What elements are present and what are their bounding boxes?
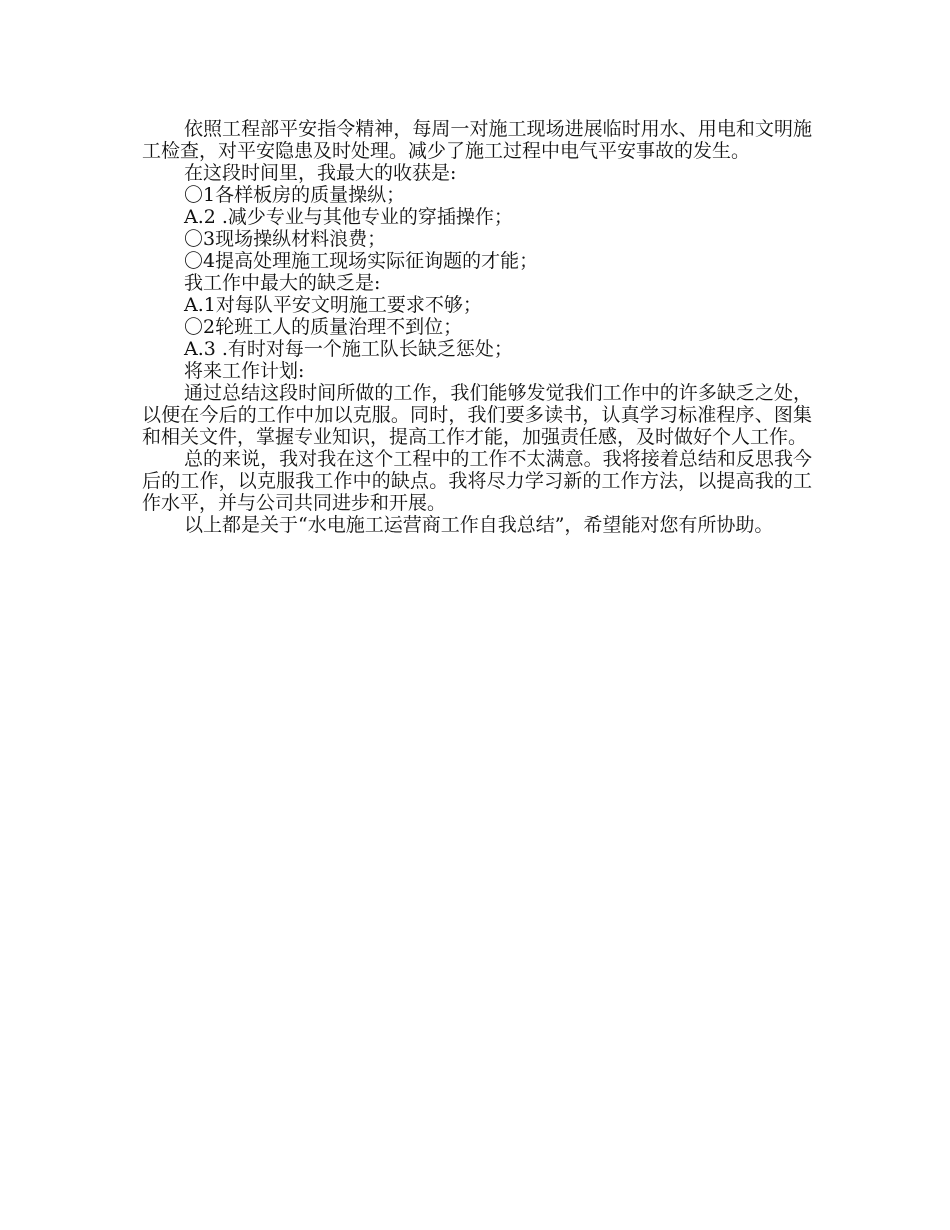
paragraph-plan-body: 通过总结这段时间所做的工作，我们能够发觉我们工作中的许多缺乏之处，以便在今后的工作中加以克服。同时，我们要多读书，认真学习标准程序、图集和相关文件，掌握专业知识，提高工作才能，加强责任感，及时做好个人工作。 bbox=[142, 382, 812, 448]
paragraph-summary: 总的来说，我对我在这个工程中的工作不太满意。我将接着总结和反思我今后的工作，以克服我工作中的缺点。我将尽力学习新的工作方法，以提高我的工作水平，并与公司共同进步和开展。 bbox=[142, 448, 812, 514]
list-item-shortcoming-3: A.3 .有时对每一个施工队长缺乏惩处； bbox=[184, 338, 513, 360]
list-item-shortcoming-2: 〇2轮班工人的质量治理不到位； bbox=[184, 316, 463, 338]
list-item-gain-4: 〇4提高处理施工现场实际征询题的才能； bbox=[184, 250, 539, 272]
list-item-gain-2: A.2 .减少专业与其他专业的穿插操作； bbox=[184, 206, 513, 228]
document-body bbox=[142, 118, 812, 536]
paragraph-plan-heading: 将来工作计划: bbox=[184, 360, 305, 382]
list-item-shortcoming-1: A.1对每队平安文明施工要求不够； bbox=[184, 294, 482, 316]
paragraph-safety-inspection: 依照工程部平安指令精神，每周一对施工现场进展临时用水、用电和文明施工检查，对平安隐患及时处理。减少了施工过程中电气平安事故的发生。 bbox=[142, 118, 812, 162]
paragraph-shortcomings-heading: 我工作中最大的缺乏是: bbox=[184, 272, 381, 294]
paragraph-closing: 以上都是关于“水电施工运营商工作自我总结”，希望能对您有所协助。 bbox=[184, 514, 774, 536]
list-item-gain-3: 〇3现场操纵材料浪费； bbox=[184, 228, 387, 250]
list-item-gain-1: 〇1各样板房的质量操纵； bbox=[184, 184, 406, 206]
paragraph-gains-heading: 在这段时间里，我最大的收获是: bbox=[184, 162, 457, 184]
